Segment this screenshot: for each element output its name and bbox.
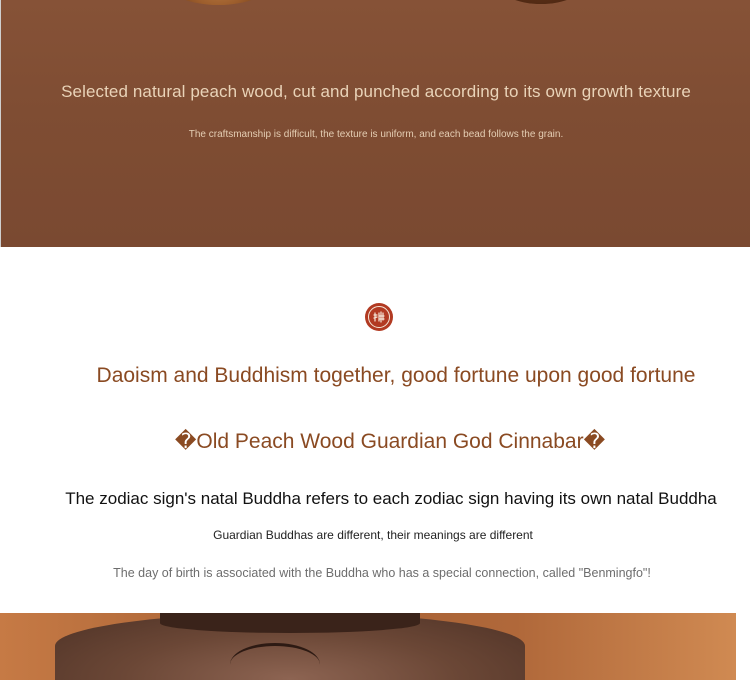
description-line-2: Guardian Buddhas are different, their meanings are different (213, 528, 533, 542)
section-heading: Daoism and Buddhism together, good fortune upon good fortune (96, 364, 696, 387)
stone-bowl-photo (0, 613, 736, 680)
craft-title: Selected natural peach wood, cut and punched according to its own growth texture (61, 82, 691, 101)
peach-seal-icon (365, 303, 393, 331)
product-name-heading: �Old Peach Wood Guardian God Cinnabar� (174, 430, 606, 453)
description-line-3: The day of birth is associated with the Buddha who has a special connection, called "Benmingfo"! (113, 566, 651, 580)
description-line-1: The zodiac sign's natal Buddha refers to each zodiac sign having its own natal Buddha (65, 489, 717, 508)
stone-bowl-crack (230, 643, 320, 680)
peach-wood-bead-image (166, 0, 271, 5)
stone-bowl-rim (160, 613, 420, 633)
product-photo-band (0, 0, 750, 247)
dark-bead-image (496, 0, 586, 4)
craft-subtitle: The craftsmanship is difficult, the texture is uniform, and each bead follows the grain. (188, 129, 564, 140)
